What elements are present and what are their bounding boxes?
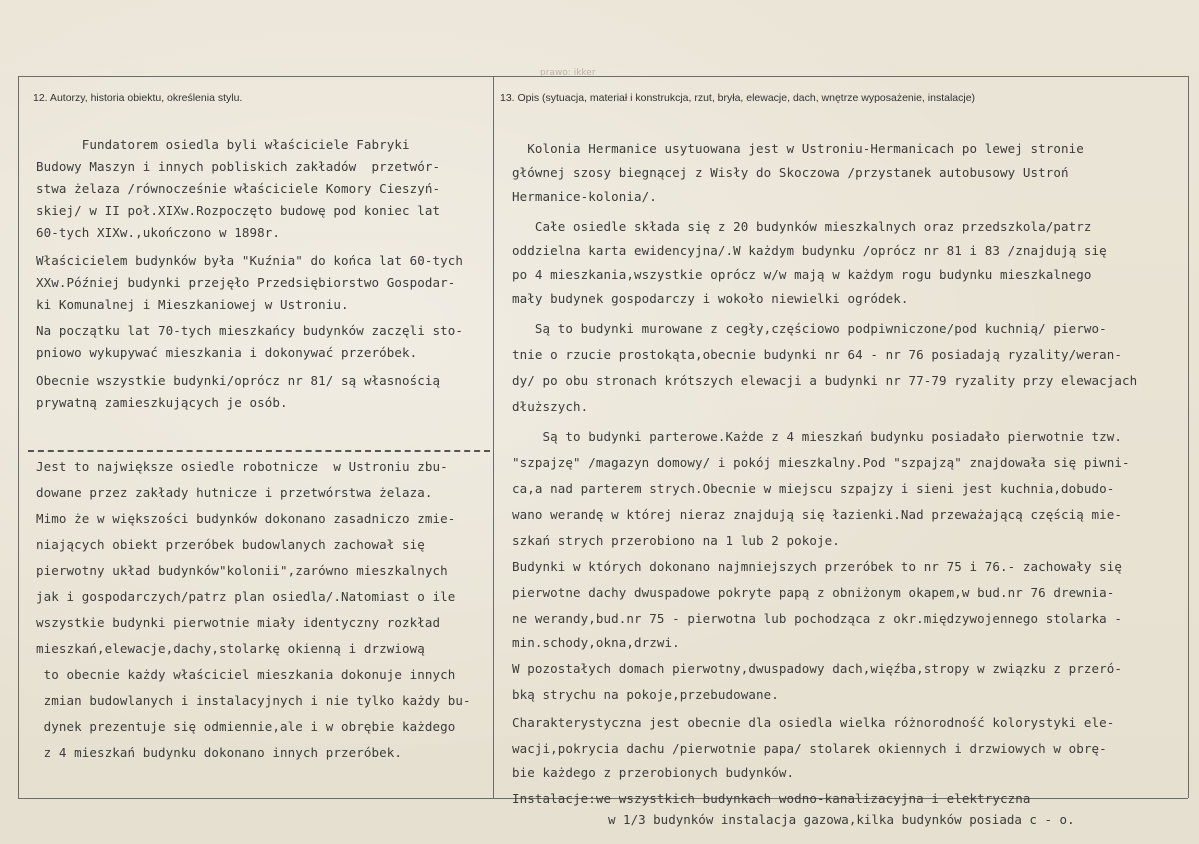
- text-line: Całe osiedle składa się z 20 budynków mieszkalnych oraz przedszkola/patrz: [512, 219, 1092, 234]
- text-line: Fundatorem osiedla byli właściciele Fabryki: [36, 137, 410, 152]
- text-line: Kolonia Hermanice usytuowana jest w Ustroniu-Hermanicach po lewej stronie: [512, 141, 1084, 156]
- faint-pencil-note: prawo: ikker: [540, 68, 596, 78]
- text-line: mieszkań,elewacje,dachy,stolarkę okienną i drzwiową: [36, 641, 425, 656]
- text-line: "szpajzę" /magazyn domowy/ i pokój mieszkalny.Pod "szpajzą" znajdowała się piwni-: [512, 455, 1130, 470]
- text-line: W pozostałych domach pierwotny,dwuspadowy dach,więźba,stropy w związku z przeró-: [512, 661, 1123, 676]
- text-line: Na początku lat 70-tych mieszkańcy budynków zaczęli sto-: [36, 323, 464, 338]
- section-12-heading: 12. Autorzy, historia obiektu, określenia stylu.: [33, 92, 243, 104]
- dashed-separator: [28, 450, 490, 452]
- frame-right-rule: [1188, 76, 1189, 798]
- text-line: głównej szosy biegnącej z Wisły do Skoczowa /przystanek autobusowy Ustroń: [512, 165, 1069, 180]
- text-line: jak i gospodarczych/patrz plan osiedla/.Natomiast o ile: [36, 589, 456, 604]
- text-line: bką strychu na pokoje,przebudowane.: [512, 687, 779, 702]
- text-line: Są to budynki parterowe.Każde z 4 mieszkań budynku posiadało pierwotnie tzw.: [512, 429, 1123, 444]
- text-line: ne werandy,bud.nr 75 - pierwotna lub pochodząca z okr.międzywojennego stolarka -: [512, 611, 1123, 626]
- text-line: ca,a nad parterem strych.Obecnie w miejscu szpajzy i sieni jest kuchnia,dobudo-: [512, 481, 1115, 496]
- text-line: Budowy Maszyn i innych pobliskich zakładów przetwór-: [36, 159, 441, 174]
- frame-left-rule: [18, 76, 19, 798]
- text-line: prywatną zamieszkujących je osób.: [36, 395, 288, 410]
- text-line: tnie o rzucie prostokąta,obecnie budynki nr 64 - nr 76 posiadają ryzality/weran-: [512, 347, 1123, 362]
- text-line: dowane przez zakłady hutnicze i przetwórstwa żelaza.: [36, 485, 433, 500]
- text-line: min.schody,okna,drzwi.: [512, 635, 680, 650]
- text-line: z 4 mieszkań budynku dokonano innych przeróbek.: [36, 745, 403, 760]
- text-line: Instalacje:we wszystkich budynkach wodno-kanalizacyjna i elektryczna: [512, 791, 1031, 806]
- text-line: Mimo że w większości budynków dokonano zasadniczo zmie-: [36, 511, 456, 526]
- text-line: pierwotne dachy dwuspadowe pokryte papą z obniżonym okapem,w bud.nr 76 drewnia-: [512, 585, 1115, 600]
- text-line: po 4 mieszkania,wszystkie oprócz w/w mają w każdym rogu budynku mieszkalnego: [512, 267, 1092, 282]
- frame-top-rule: [18, 76, 1188, 77]
- text-line: Są to budynki murowane z cegły,częściowo podpiwniczone/pod kuchnią/ pierwo-: [512, 321, 1107, 336]
- text-line: XXw.Później budynki przejęło Przedsiębiorstwo Gospodar-: [36, 275, 456, 290]
- text-line: wacji,pokrycia dachu /pierwotnie papa/ stolarek okiennych i drzwiowych w obrę-: [512, 741, 1107, 756]
- text-line: oddzielna karta ewidencyjna/.W każdym budynku /oprócz nr 81 i 83 /znajdują się: [512, 243, 1107, 258]
- text-line: Budynki w których dokonano najmniejszych przeróbek to nr 75 i 76.- zachowały się: [512, 559, 1123, 574]
- text-line: skiej/ w II poł.XIXw.Rozpoczęto budowę pod koniec lat: [36, 203, 441, 218]
- column-divider: [493, 76, 494, 798]
- text-line: dynek prezentuje się odmiennie,ale i w obrębie każdego: [36, 719, 456, 734]
- section-13-heading: 13. Opis (sytuacja, materiał i konstrukcja, rzut, bryła, elewacje, dach, wnętrze wyposażenie, instalacje): [500, 92, 976, 104]
- text-line: niających obiekt przeróbek budowlanych zachował się: [36, 537, 425, 552]
- text-line: dłuższych.: [512, 399, 589, 414]
- text-line: dy/ po obu stronach krótszych elewacji a budynki nr 77-79 ryzality przy elewacjach: [512, 373, 1138, 388]
- text-line: Charakterystyczna jest obecnie dla osiedla wielka różnorodność kolorystyki ele-: [512, 715, 1115, 730]
- text-line: bie każdego z przerobionych budynków.: [512, 765, 795, 780]
- text-line: Właścicielem budynków była "Kuźnia" do końca lat 60-tych: [36, 253, 464, 268]
- text-line: szkań strych przerobiono na 1 lub 2 pokoje.: [512, 533, 840, 548]
- text-line: Jest to największe osiedle robotnicze w Ustroniu zbu-: [36, 459, 448, 474]
- text-line: wszystkie budynki pierwotnie miały identyczny rozkład: [36, 615, 441, 630]
- text-line: ki Komunalnej i Mieszkaniowej w Ustroniu.: [36, 297, 349, 312]
- text-line: wano werandę w której nieraz znajdują się łazienki.Nad przeważającą częścią mie-: [512, 507, 1123, 522]
- text-line: stwa żelaza /równocześnie właściciele Komory Cieszyń-: [36, 181, 441, 196]
- text-line: mały budynek gospodarczy i wokoło niewielki ogródek.: [512, 291, 909, 306]
- text-line: to obecnie każdy właściciel mieszkania dokonuje innych: [36, 667, 456, 682]
- text-line: 60-tych XIXw.,ukończono w 1898r.: [36, 225, 281, 240]
- text-line: Hermanice-kolonia/.: [512, 189, 657, 204]
- text-line: pniowo wykupywać mieszkania i dokonywać przeróbek.: [36, 345, 418, 360]
- text-line: Obecnie wszystkie budynki/oprócz nr 81/ są własnością: [36, 373, 441, 388]
- text-line: zmian budowlanych i instalacyjnych i nie tylko każdy bu-: [36, 693, 471, 708]
- text-line: pierwotny układ budynków"kolonii",zarówno mieszkalnych: [36, 563, 448, 578]
- footer-continuation-line: w 1/3 budynków instalacja gazowa,kilka budynków posiada c - o.: [608, 812, 1075, 827]
